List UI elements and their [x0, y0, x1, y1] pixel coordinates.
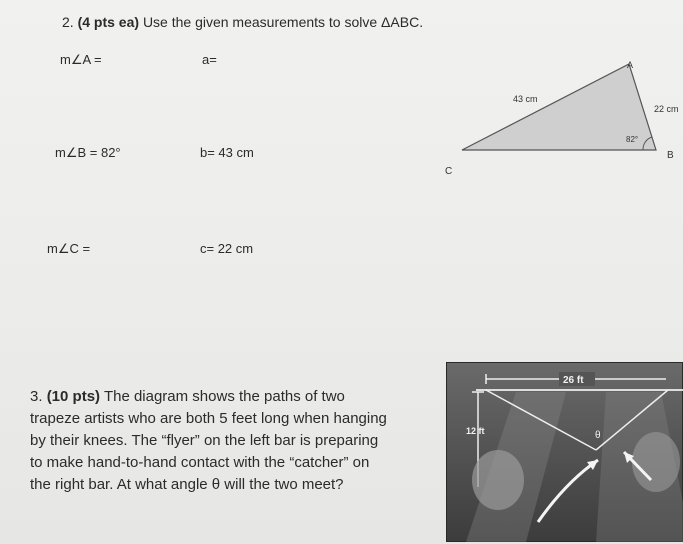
problem-2-points: (4 pts ea): [77, 14, 140, 30]
problem-2-prompt: 2. (4 pts ea) Use the given measurements to solve ΔABC.: [62, 14, 424, 30]
side-a-label: a=: [202, 52, 217, 67]
angle-b-label: m∠B = 82°: [55, 145, 121, 160]
side-b-label: b= 43 cm: [200, 145, 254, 160]
problem-3-points: (10 pts): [46, 388, 101, 405]
side-ca-label: 43 cm: [513, 94, 538, 104]
angle-a-label: m∠A =: [60, 52, 102, 67]
theta-label: θ: [595, 430, 601, 441]
trapeze-figure: [446, 362, 683, 542]
triangle-diagram: [0, 50, 683, 250]
width-label: 26 ft: [563, 375, 584, 386]
vertex-c-label: C: [445, 166, 453, 177]
vertex-b-label: B: [667, 150, 674, 161]
side-c-label: c= 22 cm: [200, 241, 254, 256]
problem-3-prompt: 3. (10 pts) The diagram shows the paths of two trapeze artists who are both 5 feet long when hanging by their knees. The “flyer” on the left bar is preparing to make hand-to-hand contact with the “catcher” on the right bar. At what angle θ will the two meet?: [30, 388, 387, 493]
angle-c-label: m∠C =: [47, 241, 91, 256]
vertex-a-label: A: [627, 60, 634, 70]
side-ab-label: 22 cm: [654, 104, 679, 114]
height-label: 12 ft: [466, 426, 485, 436]
angle-b-mark: 82°: [626, 135, 639, 144]
